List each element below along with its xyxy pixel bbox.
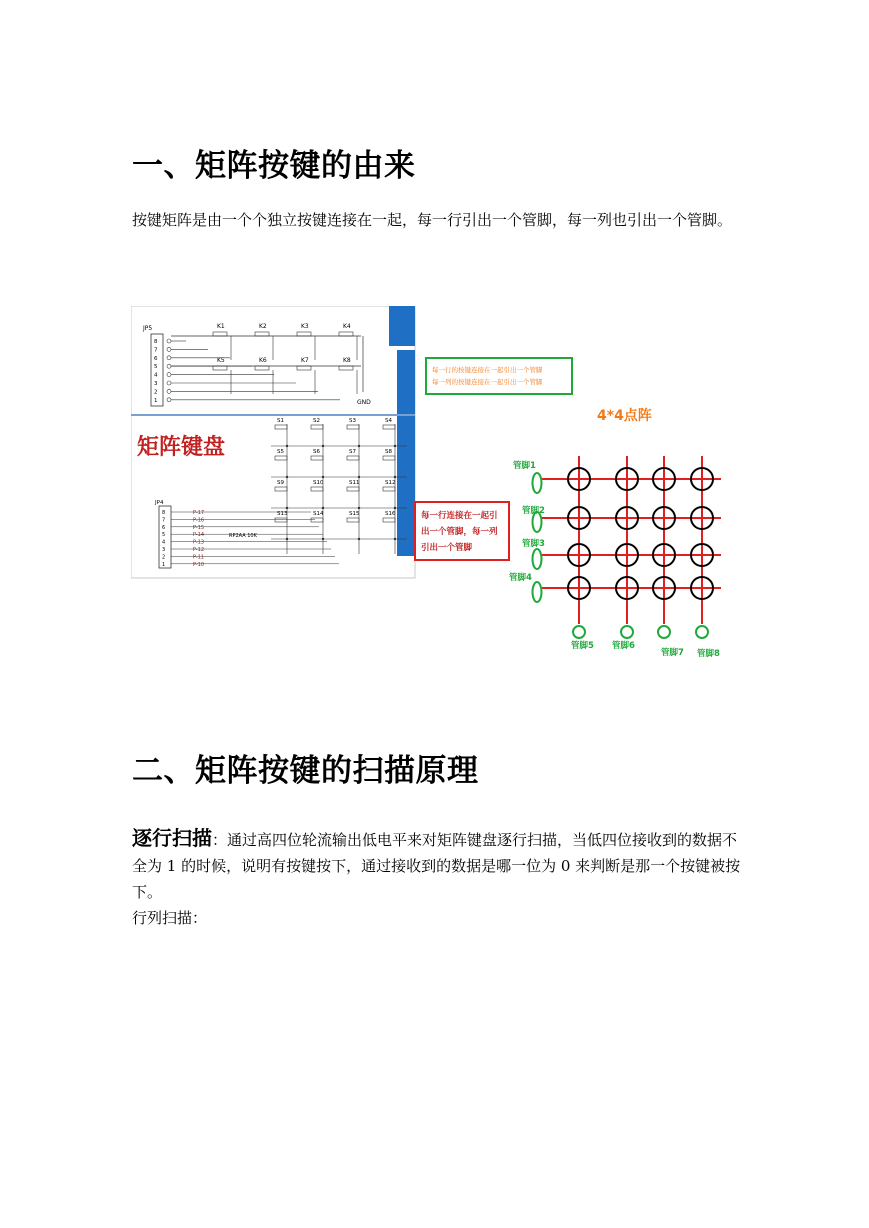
matrix-key-label: S4: [385, 418, 392, 424]
dot-grid: [533, 456, 722, 638]
matrix-key-label: S2: [313, 418, 320, 424]
matrix-key-label: S5: [277, 449, 284, 455]
section2-paragraph: [132, 825, 742, 905]
jp5-label: JP5: [143, 325, 153, 332]
jp4-pin-number: 4: [162, 539, 166, 546]
col-pin-marker: [696, 626, 708, 638]
row-pin-label-3: 管脚3: [522, 539, 545, 549]
jp4-pin-number: 1: [162, 561, 166, 568]
jp5-pin-6: 6: [154, 355, 158, 362]
col-pin-label-7: 管脚7: [661, 648, 684, 658]
jp4-pin-label: P-12: [193, 547, 205, 553]
rowcol-label: 行列扫描：: [132, 909, 208, 927]
row-pin-label-2: 管脚2: [522, 506, 545, 516]
top-key-label: K1: [217, 323, 225, 330]
jp4-pin-label: P-14: [193, 532, 205, 539]
section2-title: 二、矩阵按键的扫描原理: [132, 753, 479, 789]
top-key-label: K8: [343, 357, 351, 364]
matrix-key-label: S14: [313, 511, 324, 517]
col-pin-marker: [621, 626, 633, 638]
gnd-label: GND: [357, 399, 371, 406]
schematic-divider: [131, 414, 415, 416]
row-pin-marker: [533, 473, 542, 493]
jp4-pin-label: P-16: [193, 517, 205, 524]
top-key-label: K5: [217, 357, 225, 364]
note-top-box: [426, 358, 572, 394]
matrix-key-label: S15: [349, 511, 360, 517]
scan-text: ：通过高四位轮流输出低电平来对矩阵键盘逐行扫描，当低四位接收到的数据不全为 1 的时候，说明有按键按下，通过接收到的数据是哪一位为 0 来判断是那一个按键被按下。: [132, 831, 741, 901]
jp4-pin-number: 6: [162, 524, 166, 531]
matrix-key-label: S11: [349, 480, 360, 486]
jp4-pin-number: 8: [162, 510, 166, 516]
row-pin-label-1: 管脚1: [513, 461, 536, 471]
top-key-label: K4: [343, 323, 351, 330]
note-top-line1: 每一行的按键连接在一起引出一个管脚: [432, 366, 543, 374]
jp5-pin-2: 2: [154, 389, 158, 396]
top-key-label: K6: [259, 357, 267, 364]
jp5-pin-7: 7: [154, 347, 158, 354]
matrix-key-label: S13: [277, 511, 288, 517]
row-pin-marker: [533, 582, 542, 602]
scan-label: 逐行扫描: [132, 826, 212, 850]
jp4-pin-label: P-13: [193, 539, 205, 546]
matrix-figure: [131, 306, 731, 666]
blue-strip-bottom: [397, 416, 415, 556]
matrix-figure-svg: [131, 306, 731, 666]
jp4-label: JP4: [155, 500, 164, 506]
matrix-key-label: S7: [349, 449, 356, 455]
matrix-key-label: S16: [385, 511, 396, 517]
jp4-pin-number: 5: [162, 532, 166, 539]
jp4-pin-number: 7: [162, 517, 166, 524]
jp4-pin-number: 2: [162, 554, 166, 561]
col-pin-marker: [573, 626, 585, 638]
jp4-pin-label: P-11: [193, 554, 205, 561]
section1-paragraph: 按键矩阵是由一个个独立按键连接在一起，每一行引出一个管脚，每一列也引出一个管脚。: [132, 211, 733, 229]
note-mid-line1: 每一行连接在一起引: [421, 511, 498, 521]
top-key-label: K7: [301, 357, 309, 364]
jp4-pin-number: 3: [162, 547, 166, 553]
jp5-pin-5: 5: [154, 364, 158, 371]
matrix-key-label: S9: [277, 480, 284, 486]
col-pin-label-8: 管脚8: [697, 649, 720, 659]
note-mid-line3: 引出一个管脚: [421, 543, 473, 553]
matrix-key-label: S3: [349, 418, 356, 424]
note-mid-line2: 出一个管脚，每一列: [421, 527, 498, 537]
jp4-pin-label: P-17: [193, 510, 205, 516]
jp5-pin-4: 4: [154, 372, 158, 379]
jp4-pin-label: P-15: [193, 524, 205, 531]
matrix-key-label: S6: [313, 449, 320, 455]
matrix-key-label: S12: [385, 480, 396, 486]
blue-strip-mid: [397, 350, 415, 414]
jp5-pin-1: 1: [154, 397, 158, 404]
note-top-line2: 每一列的按键连接在一起引出一个管脚: [432, 378, 543, 386]
matrix-key-label: S10: [313, 480, 324, 486]
col-pin-label-6: 管脚6: [612, 641, 635, 651]
jp5-pin-8: 8: [154, 339, 158, 345]
section1-title: 一、矩阵按键的由来: [132, 148, 416, 184]
resistor-label: RP2AA 10K: [229, 533, 257, 539]
col-pin-marker: [658, 626, 670, 638]
row-pin-marker: [533, 549, 542, 569]
row-pin-label-4: 管脚4: [509, 573, 532, 583]
blue-strip-top: [389, 306, 415, 346]
jp5-pin-3: 3: [154, 381, 158, 387]
col-pin-label-5: 管脚5: [571, 641, 594, 651]
dot-matrix-title: 4*4点阵: [597, 408, 652, 424]
top-key-label: K2: [259, 323, 267, 330]
jp4-pin-label: P-10: [193, 561, 205, 568]
top-key-label: K3: [301, 323, 309, 330]
matrix-title: 矩阵键盘: [137, 435, 226, 460]
matrix-key-label: S1: [277, 418, 284, 424]
matrix-key-label: S8: [385, 449, 392, 455]
